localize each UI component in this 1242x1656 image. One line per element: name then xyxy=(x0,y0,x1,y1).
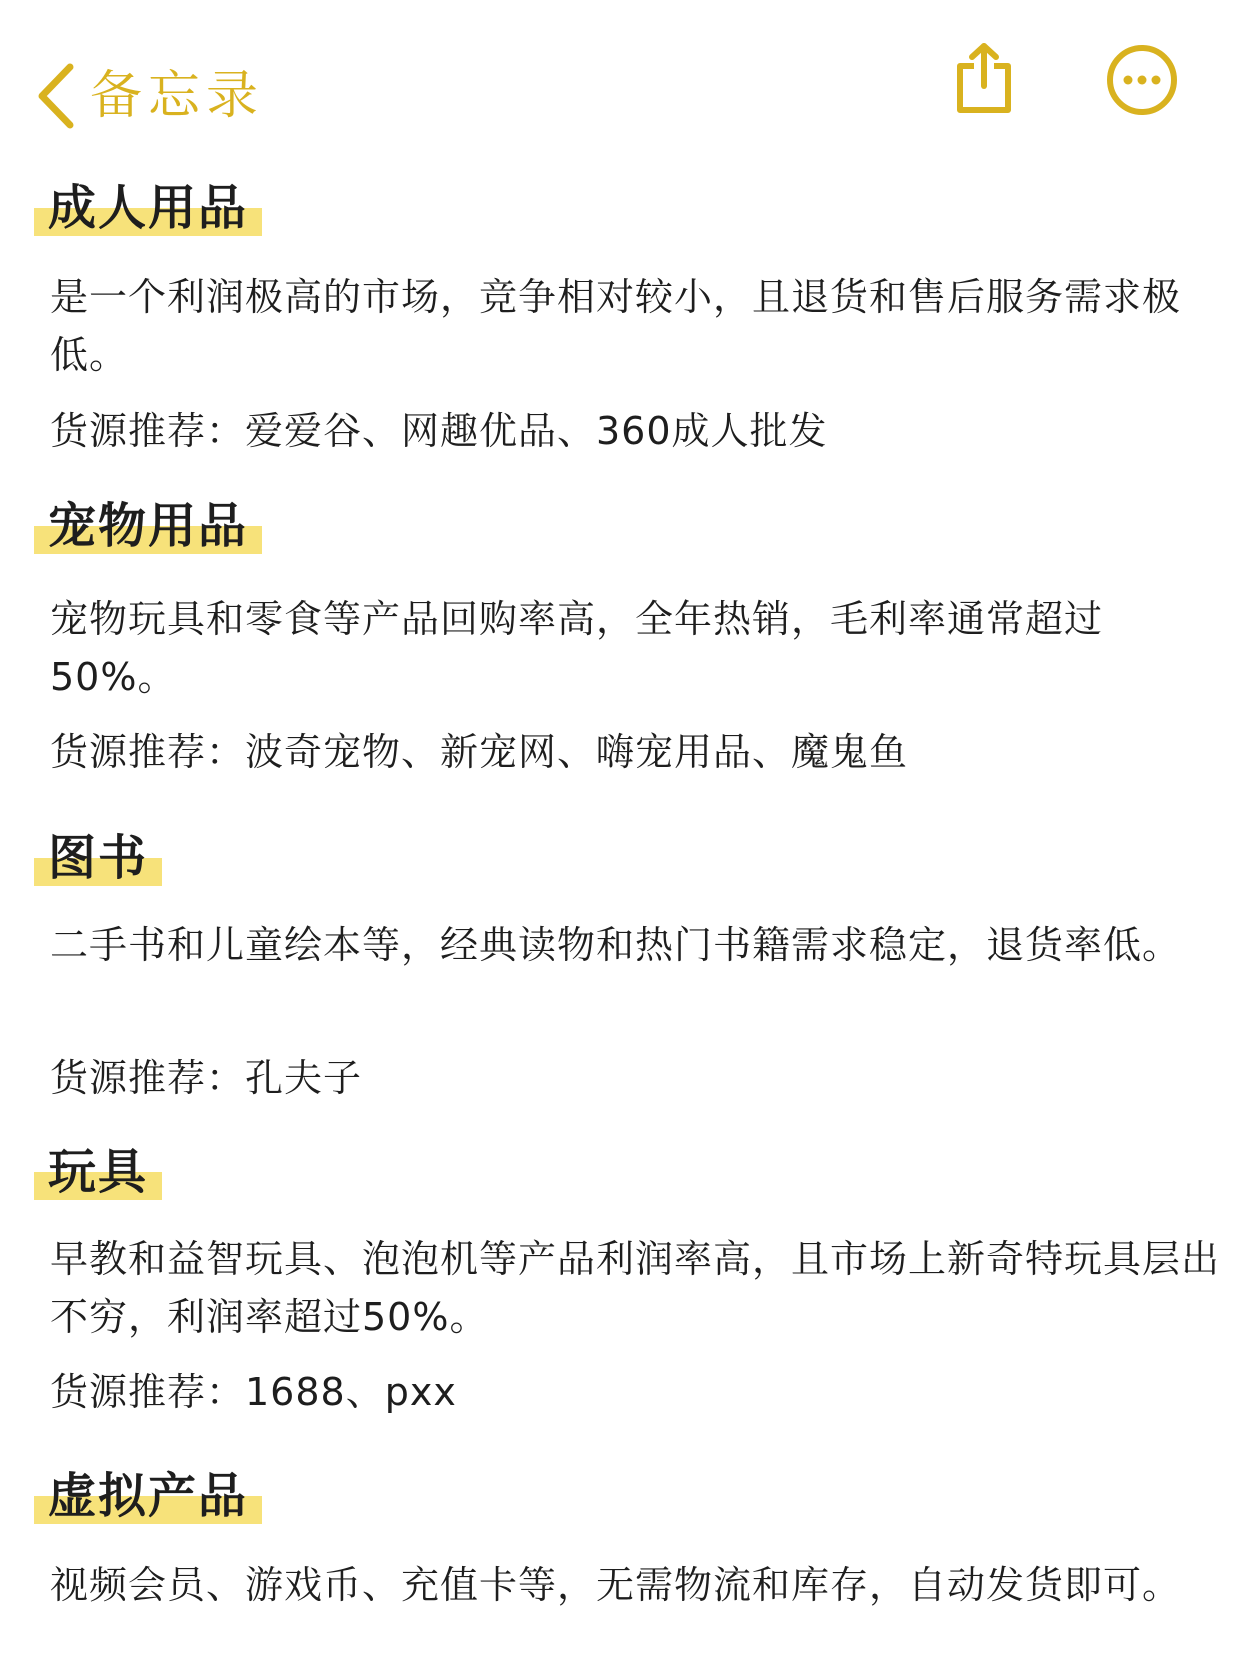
back-label: 备忘录 xyxy=(90,66,265,126)
ellipsis-circle-icon[interactable] xyxy=(1106,44,1178,116)
section-description: 宠物玩具和零食等产品回购率高，全年热销，毛利率通常超过50%。 xyxy=(50,597,1104,699)
section-heading: 成人用品 xyxy=(34,178,262,238)
source-recommendation: 货源推荐：波奇宠物、新宠网、嗨宠用品、魔鬼鱼 xyxy=(50,730,909,774)
section-description: 二手书和儿童绘本等，经典读物和热门书籍需求稳定，退货率低。 xyxy=(50,923,1182,967)
section-description: 视频会员、游戏币、充值卡等，无需物流和库存，自动发货即可。 xyxy=(50,1563,1182,1607)
source-recommendation: 货源推荐：孔夫子 xyxy=(50,1056,363,1100)
section-heading: 宠物用品 xyxy=(34,496,262,556)
section-description: 早教和益智玩具、泡泡机等产品利润率高，且市场上新奇特玩具层出不穷，利润率超过50%。 xyxy=(50,1237,1221,1339)
source-recommendation: 货源推荐：1688、pxx xyxy=(50,1370,457,1414)
back-button[interactable] xyxy=(34,56,264,136)
section-heading: 图书 xyxy=(34,828,162,888)
section-description: 是一个利润极高的市场，竞争相对较小，且退货和售后服务需求极低。 xyxy=(50,275,1182,377)
section-heading: 玩具 xyxy=(34,1142,162,1202)
share-icon[interactable] xyxy=(952,42,1016,114)
chevron-left-icon xyxy=(34,61,78,131)
navigation-bar xyxy=(0,0,1242,160)
section-heading: 虚拟产品 xyxy=(34,1466,262,1526)
source-recommendation: 货源推荐：爱爱谷、网趣优品、360成人批发 xyxy=(50,409,828,453)
